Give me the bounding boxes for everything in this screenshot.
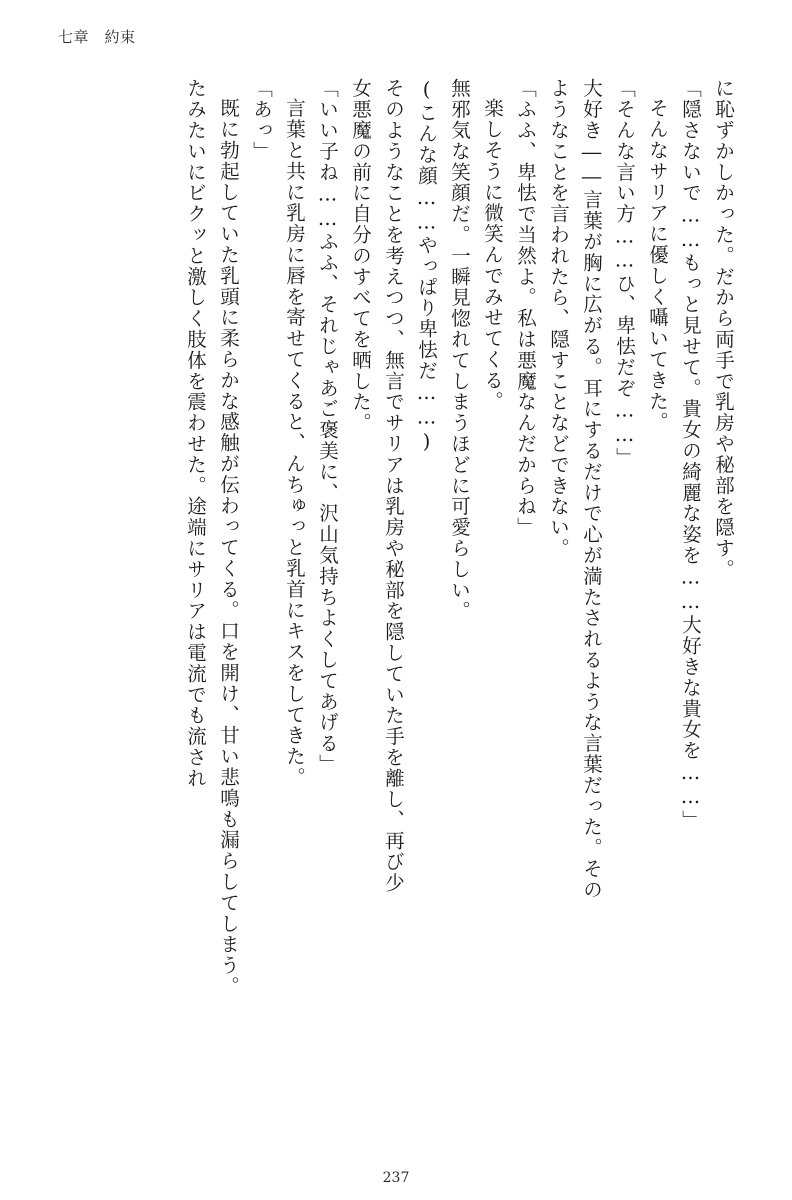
- text-line: 「そんな言い方……ひ、卑怯だぞ……」: [613, 78, 636, 469]
- text-line: 女悪魔の前に自分のすべてを晒した。: [349, 78, 372, 434]
- text-line: 「あっ」: [250, 78, 273, 162]
- body-text-block: [52, 78, 740, 1138]
- text-line: 無邪気な笑顔だ。一瞬見惚れてしまうほどに可愛らしい。: [448, 78, 471, 622]
- text-line: (こんな顔……やっぱり卑怯だ……): [415, 78, 438, 455]
- text-line: そんなサリアに優しく囁いてきた。: [646, 98, 669, 433]
- text-line: 「隠さないで……もっと見せて。貴女の綺麗な姿を……大好きな貴女を……」: [679, 78, 702, 831]
- text-line: 既に勃起していた乳頭に柔らかな感触が伝わってくる。口を開け、甘い悲鳴も漏らしてしまう。: [217, 98, 240, 997]
- text-line: そのようなことを考えつつ、無言でサリアは乳房や秘部を隠していた手を離し、再び少: [382, 78, 405, 894]
- chapter-header: 七章 約束: [58, 28, 136, 46]
- text-line: ようなことを言われたら、隠すことなどできない。: [547, 78, 570, 559]
- text-line: たみたいにビクッと激しく肢体を震わせた。途端にサリアは電流でも流され: [184, 78, 207, 789]
- text-line: に恥ずかしかった。だから両手で乳房や秘部を隠す。: [712, 78, 735, 580]
- text-line: 大好き――言葉が胸に広がる。耳にするだけで心が満たされるような言葉だった。その: [580, 78, 603, 901]
- text-line: 「ふふ、卑怯で当然よ。私は悪魔なんだからね」: [514, 78, 537, 538]
- text-line: 言葉と共に乳房に唇を寄せてくると、んちゅっと乳首にキスをしてきた。: [283, 98, 306, 788]
- text-line: 「いい子ね……ふふ、それじゃあご褒美に、沢山気持ちよくしてあげる」: [316, 78, 339, 775]
- page-number: 237: [382, 1170, 410, 1186]
- text-line: 楽しそうに微笑んでみせてくる。: [481, 98, 504, 412]
